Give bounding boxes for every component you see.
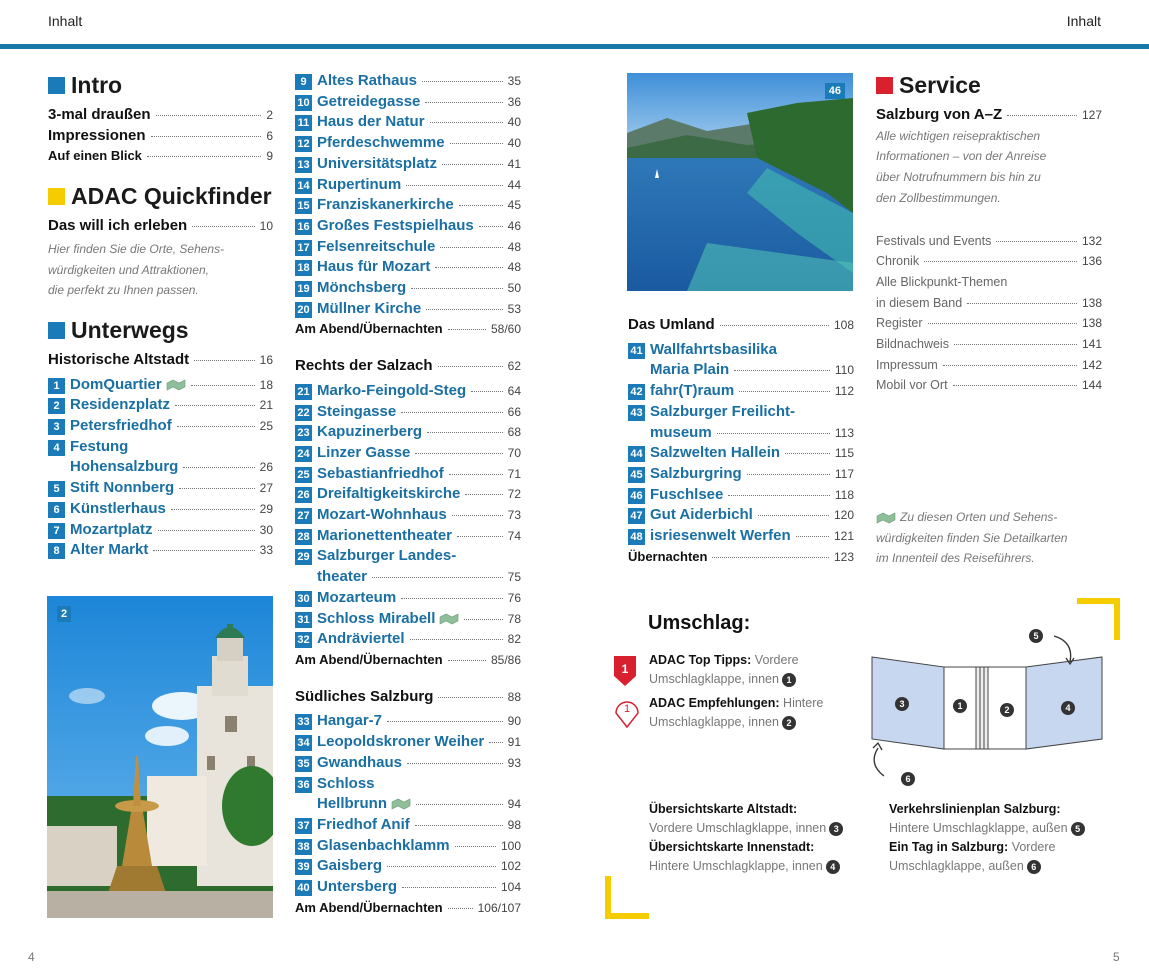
entry-number: 40 — [295, 880, 312, 896]
toc-entry[interactable]: 23 Kapuzinerberg 68 — [295, 422, 521, 443]
photo-number-badge: 46 — [825, 83, 845, 99]
toc-entry[interactable]: Impressionen 6 — [48, 126, 273, 144]
svg-text:4: 4 — [1065, 703, 1071, 713]
entry-number: 26 — [295, 487, 312, 503]
entry-number: 28 — [295, 529, 312, 545]
toc-entry[interactable]: 6 Künstlerhaus 29 — [48, 499, 273, 520]
running-header-left: Inhalt — [48, 13, 83, 29]
cover-number: 2 — [782, 716, 796, 730]
svg-text:3: 3 — [899, 699, 905, 709]
toc-entry[interactable]: 16 Großes Festspielhaus 46 — [295, 216, 521, 237]
toc-entry[interactable]: Register 138 — [876, 316, 1102, 331]
toc-abend-entry[interactable]: Am Abend/Übernachten 58/60 — [295, 321, 521, 337]
toc-entry[interactable]: 2 Residenzplatz 21 — [48, 395, 273, 416]
toc-entry[interactable]: 40 Untersberg 104 — [295, 877, 521, 898]
toc-entry[interactable]: Mobil vor Ort 144 — [876, 378, 1102, 393]
cover-number: 1 — [782, 673, 796, 687]
toc-entry[interactable]: 21 Marko-Feingold-Steg 64 — [295, 381, 521, 402]
svg-text:2: 2 — [1004, 705, 1010, 715]
section-service — [876, 72, 1102, 99]
entry-number: 32 — [295, 632, 312, 648]
entry-number: 42 — [628, 384, 645, 400]
toc-entry[interactable]: 42 fahr(T)raum 112 — [628, 381, 854, 402]
top-tipp-icon — [612, 654, 642, 688]
toc-entry[interactable]: 11 Haus der Natur 40 — [295, 112, 521, 133]
section-title: Intro — [71, 72, 123, 98]
page-number-right: 5 — [1113, 950, 1120, 964]
entry-number: 27 — [295, 508, 312, 524]
toc-entry[interactable]: 5 Stift Nonnberg 27 — [48, 478, 273, 499]
entry-number: 11 — [295, 115, 312, 131]
toc-entry[interactable]: 32 Andräviertel 82 — [295, 629, 521, 650]
entry-number: 14 — [295, 178, 312, 194]
toc-column-2 — [295, 71, 521, 918]
toc-entry[interactable]: 13 Universitätsplatz 41 — [295, 154, 521, 175]
toc-entry[interactable]: 35 Gwandhaus 93 — [295, 753, 521, 774]
toc-entry[interactable]: 24 Linzer Gasse 70 — [295, 443, 521, 464]
toc-entry[interactable]: 41 Wallfahrtsbasilika — [628, 340, 854, 361]
toc-entry[interactable]: 18 Haus für Mozart 48 — [295, 257, 521, 278]
svg-text:1: 1 — [623, 703, 631, 715]
entry-number: 38 — [295, 839, 312, 855]
entry-number: 45 — [628, 467, 645, 483]
entry-number: 13 — [295, 157, 312, 173]
entry-number: 22 — [295, 405, 312, 421]
toc-entry[interactable]: Chronik 136 — [876, 254, 1102, 269]
corner-mark-bottom-left — [605, 876, 651, 922]
section-intro — [48, 72, 273, 99]
karten-left: Übersichtskarte Altstadt: Vordere Umschlagklappe, innen 3 Übersichtskarte Innenstadt: Hintere Umschlagklappe, innen 4 — [649, 800, 864, 876]
toc-abend-entry[interactable]: Am Abend/Übernachten 106/107 — [295, 899, 521, 915]
toc-entry-continuation[interactable]: Hohensalzburg 26 — [70, 458, 273, 476]
entry-number: 47 — [628, 508, 645, 524]
corner-mark-top-right — [1077, 598, 1121, 642]
toc-entry[interactable]: 30 Mozarteum 76 — [295, 588, 521, 609]
toc-entry[interactable]: Bildnachweis 141 — [876, 337, 1102, 352]
section-marker — [48, 322, 65, 339]
toc-entry[interactable]: Übernachten 123 — [628, 548, 854, 564]
toc-entry[interactable]: 38 Glasenbachklamm 100 — [295, 836, 521, 857]
running-header-right: Inhalt — [1066, 13, 1101, 29]
toc-entry[interactable]: 12 Pferdeschwemme 40 — [295, 133, 521, 154]
entry-number: 6 — [48, 502, 65, 518]
entry-number: 3 — [48, 419, 65, 435]
entry-number: 37 — [295, 818, 312, 834]
entry-number: 15 — [295, 198, 312, 214]
toc-subsection[interactable]: Rechts der Salzach 62 — [295, 357, 521, 375]
entry-number: 5 — [48, 481, 65, 497]
cover-number: 5 — [1071, 822, 1085, 836]
toc-column-1 — [48, 72, 273, 561]
toc-entry-continuation[interactable]: museum 113 — [650, 423, 854, 441]
toc-entry[interactable]: Impressum 142 — [876, 357, 1102, 372]
toc-entry[interactable]: 29 Salzburger Landes- — [295, 546, 521, 567]
toc-subsection[interactable]: Südliches Salzburg 88 — [295, 687, 521, 705]
toc-entry[interactable]: Das will ich erleben 10 — [48, 217, 273, 235]
entry-number: 2 — [48, 398, 65, 414]
toc-entry[interactable]: 34 Leopoldskroner Weiher 91 — [295, 732, 521, 753]
entry-number: 21 — [295, 384, 312, 400]
entry-number: 43 — [628, 405, 645, 421]
karten-right: Verkehrslinienplan Salzburg: Hintere Umschlagklappe, außen 5 Ein Tag in Salzburg: Vordere Umschlagklappe, außen 6 — [889, 800, 1104, 876]
entry-number: 30 — [295, 591, 312, 607]
map-icon — [439, 613, 459, 625]
toc-entry[interactable]: 46 Fuschlsee 118 — [628, 485, 854, 506]
entry-number: 1 — [48, 378, 65, 394]
entry-number: 7 — [48, 523, 65, 539]
svg-text:6: 6 — [905, 774, 911, 784]
entry-number: 44 — [628, 446, 645, 462]
toc-entry[interactable]: 45 Salzburgring 117 — [628, 464, 854, 485]
section-title: Service — [899, 72, 981, 98]
toc-subsection[interactable]: Das Umland 108 — [628, 316, 854, 333]
toc-entry[interactable]: 48 isriesenwelt Werfen 121 — [628, 526, 854, 547]
umschlag-title: Umschlag: — [648, 612, 751, 634]
entry-number: 33 — [295, 714, 312, 730]
toc-entry[interactable]: 1 DomQuartier 18 — [48, 375, 273, 396]
toc-entry-continuation[interactable]: theater 75 — [317, 568, 521, 586]
toc-entry[interactable]: Festivals und Events 132 — [876, 233, 1102, 248]
cover-number: 3 — [829, 822, 843, 836]
entry-number: 19 — [295, 281, 312, 297]
entry-number: 31 — [295, 612, 312, 628]
section-title: Unterwegs — [71, 316, 189, 343]
section-title: ADAC Quickfinder — [71, 183, 272, 210]
empfehlungen-text: ADAC Empfehlungen: Hintere Umschlagklappe, innen 2 — [649, 696, 824, 729]
toc-entry[interactable]: 3-mal draußen 2 — [48, 106, 273, 123]
toc-entry[interactable]: 37 Friedhof Anif 98 — [295, 815, 521, 836]
toc-entry[interactable]: 15 Franziskanerkirche 45 — [295, 195, 521, 216]
toc-column-3 — [628, 315, 854, 567]
toc-column-4 — [876, 72, 1102, 396]
toc-entry[interactable]: 22 Steingasse 66 — [295, 402, 521, 423]
toc-entry[interactable]: 20 Müllner Kirche 53 — [295, 299, 521, 320]
photo-number-badge: 2 — [57, 606, 71, 622]
entry-number: 10 — [295, 95, 312, 111]
svg-text:1: 1 — [957, 701, 963, 711]
service-note: Alle wichtigen reisepraktischen Informationen – von der Anreise über Notrufnummern bis hin zu den Zollbestimmungen. — [876, 128, 1047, 205]
toc-entry[interactable]: 31 Schloss Mirabell 78 — [295, 609, 521, 630]
toc-entry[interactable]: 26 Dreifaltigkeitskirche 72 — [295, 484, 521, 505]
toc-entry[interactable]: 39 Gaisberg 102 — [295, 856, 521, 877]
svg-text:1: 1 — [621, 662, 629, 676]
toc-subsection[interactable]: Historische Altstadt 16 — [48, 350, 273, 368]
cover-fold-diagram — [864, 624, 1114, 790]
entry-number: 9 — [295, 74, 312, 90]
header-rule — [0, 44, 1149, 49]
page-number-left: 4 — [28, 950, 35, 964]
entry-number: 46 — [628, 488, 645, 504]
section-marker — [48, 77, 65, 94]
entry-number: 39 — [295, 859, 312, 875]
toc-entry[interactable]: Alle Blickpunkt-Themen — [876, 274, 1008, 289]
toc-entry[interactable]: 3 Petersfriedhof 25 — [48, 416, 273, 437]
map-icon — [391, 798, 411, 810]
entry-number: 24 — [295, 446, 312, 462]
toc-entry[interactable]: 36 Schloss — [295, 774, 521, 795]
entry-number: 18 — [295, 260, 312, 276]
toc-entry[interactable]: 14 Rupertinum 44 — [295, 175, 521, 196]
section-quickfinder — [48, 183, 273, 210]
map-icon — [166, 379, 186, 391]
entry-number: 20 — [295, 302, 312, 318]
toc-entry[interactable]: 27 Mozart-Wohnhaus 73 — [295, 505, 521, 526]
toc-entry[interactable]: 7 Mozartplatz 30 — [48, 520, 273, 541]
toc-entry[interactable]: 17 Felsenreitschule 48 — [295, 237, 521, 258]
toc-entry[interactable]: 9 Altes Rathaus 35 — [295, 71, 521, 92]
toc-entry[interactable]: 47 Gut Aiderbichl 120 — [628, 505, 854, 526]
toc-entry[interactable]: 43 Salzburger Freilicht- — [628, 402, 854, 423]
entry-number: 16 — [295, 219, 312, 235]
entry-number: 41 — [628, 343, 645, 359]
empfehlung-icon — [613, 696, 641, 730]
quickfinder-note: Hier finden Sie die Orte, Sehens- würdigkeiten und Attraktionen, die perfekt zu Ihnen passen. — [48, 241, 225, 298]
toc-entry[interactable]: 10 Getreidegasse 36 — [295, 92, 521, 113]
svg-text:5: 5 — [1033, 631, 1039, 641]
toc-entry[interactable]: 19 Mönchsberg 50 — [295, 278, 521, 299]
section-unterwegs — [48, 317, 273, 344]
entry-number: 48 — [628, 529, 645, 545]
residenzplatz-photo — [47, 596, 273, 918]
entry-number: 35 — [295, 756, 312, 772]
toc-entry-continuation[interactable]: Hellbrunn 94 — [317, 795, 521, 813]
toc-entry-continuation[interactable]: Maria Plain 110 — [650, 361, 854, 379]
cover-number: 4 — [826, 860, 840, 874]
map-icon — [876, 512, 896, 524]
toc-entry[interactable]: 8 Alter Markt 33 — [48, 540, 273, 561]
entry-number: 4 — [48, 440, 65, 456]
toc-entry[interactable]: 4 Festung — [48, 437, 273, 458]
entry-number: 25 — [295, 467, 312, 483]
toc-abend-entry[interactable]: Am Abend/Übernachten 85/86 — [295, 651, 521, 667]
entry-number: 12 — [295, 136, 312, 152]
toc-entry[interactable]: in diesem Band 138 — [876, 295, 1102, 310]
cover-number: 6 — [1027, 860, 1041, 874]
entry-number: 23 — [295, 425, 312, 441]
toc-entry[interactable]: 44 Salzwelten Hallein 115 — [628, 443, 854, 464]
toc-entry[interactable]: 25 Sebastianfriedhof 71 — [295, 464, 521, 485]
top-tipps-text: ADAC Top Tipps: Vordere Umschlagklappe, innen 1 — [649, 653, 799, 686]
toc-entry[interactable]: 28 Marionettentheater 74 — [295, 526, 521, 547]
toc-entry[interactable]: Salzburg von A–Z 127 — [876, 106, 1102, 123]
map-note: Zu diesen Orten und Sehens- würdigkeiten finden Sie Detailkarten im Innenteil des Reiseführers. — [876, 510, 1068, 566]
section-marker — [48, 188, 65, 205]
entry-number: 8 — [48, 543, 65, 559]
section-marker — [876, 77, 893, 94]
entry-number: 29 — [295, 549, 312, 565]
entry-number: 36 — [295, 777, 312, 793]
toc-entry[interactable]: 33 Hangar-7 90 — [295, 711, 521, 732]
entry-number: 17 — [295, 240, 312, 256]
entry-number: 34 — [295, 735, 312, 751]
toc-entry[interactable]: Auf einen Blick 9 — [48, 148, 273, 164]
fuschlsee-photo — [627, 73, 853, 291]
